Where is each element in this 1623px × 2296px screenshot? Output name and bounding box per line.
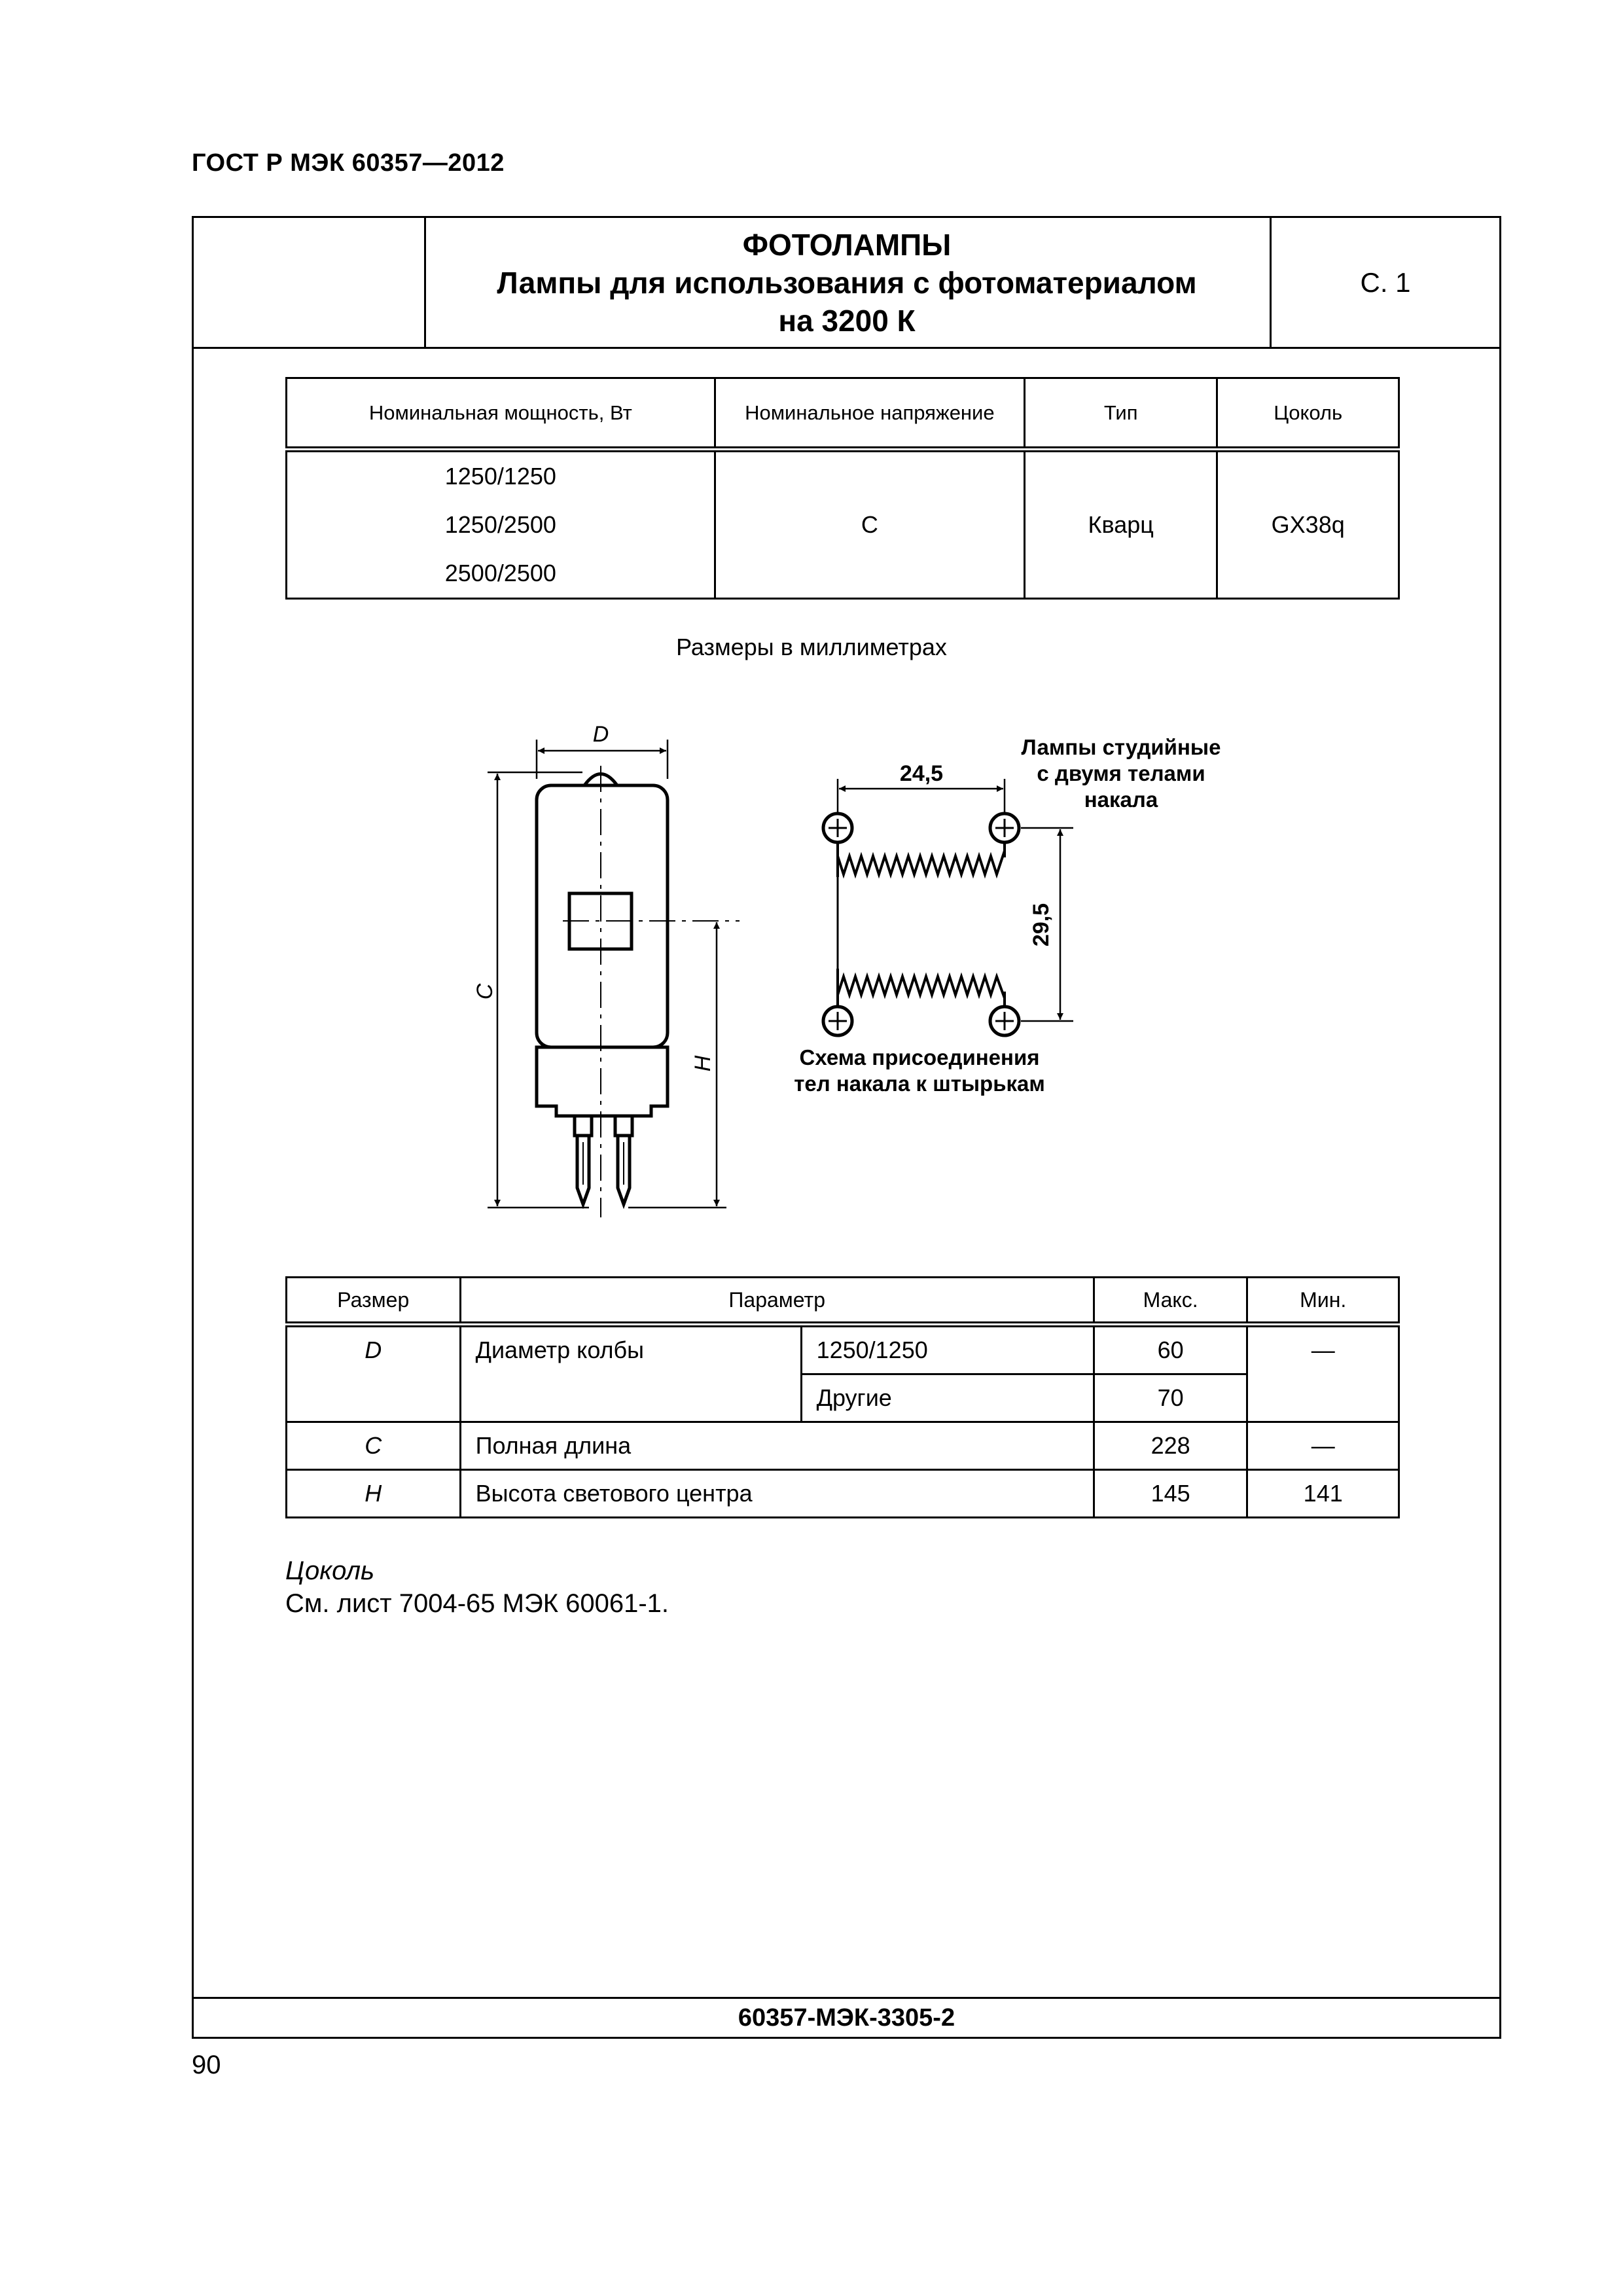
symbol-h: H [287, 1470, 461, 1518]
pin-circle [823, 1007, 852, 1035]
header-parameter: Параметр [460, 1278, 1094, 1325]
sub-param-other: Другие [801, 1374, 1094, 1422]
title-empty-cell [194, 218, 426, 347]
ratings-table [285, 377, 1400, 600]
table-row [287, 1325, 1399, 1374]
max-c: 228 [1094, 1422, 1247, 1470]
filament-lower [838, 969, 1005, 1007]
schema-dimension-lines [838, 779, 1073, 1021]
power-value: 2500/2500 [444, 560, 556, 586]
page-number: 90 [192, 2051, 221, 2079]
title-line-1: ФОТОЛАМПЫ [742, 227, 952, 262]
power-value: 1250/2500 [444, 511, 556, 538]
label-c: C [473, 983, 497, 1000]
param-light-center-height: Высота светового центра [460, 1470, 1094, 1518]
dimensions-note: Размеры в миллиметрах [676, 634, 947, 660]
header-power: Номинальная мощность, Вт [287, 378, 715, 450]
power-values-cell [287, 450, 715, 599]
dimensions-table [285, 1276, 1400, 1518]
symbol-d: D [287, 1325, 461, 1422]
param-bulb-diameter: Диаметр колбы [460, 1325, 801, 1422]
pin-spacing-label: 24,5 [899, 761, 944, 786]
sub-param-1250: 1250/1250 [801, 1325, 1094, 1374]
sheet-code: 60357-МЭК-3305-2 [194, 1997, 1499, 2037]
header-max: Макс. [1094, 1278, 1247, 1325]
standard-header: ГОСТ Р МЭК 60357—2012 [192, 149, 505, 177]
base-note-title: Цоколь [285, 1556, 375, 1585]
header-type: Тип [1024, 378, 1217, 450]
dimension-lines [488, 740, 726, 1208]
pin-circle [823, 814, 852, 842]
filament-spacing-label: 29,5 [1029, 903, 1054, 947]
min-h: 141 [1247, 1470, 1399, 1518]
base-note-text: См. лист 7004-65 МЭК 60061-1. [285, 1589, 669, 1618]
title-block [194, 218, 1499, 349]
symbol-c: C [287, 1422, 461, 1470]
filament-upper [838, 842, 1005, 877]
base-value: GX38q [1217, 450, 1399, 599]
title-text [424, 218, 1270, 347]
caption-schema-line-2: тел накала к штырькам [794, 1071, 1045, 1096]
wiring-schema [823, 814, 1019, 1035]
header-size: Размер [287, 1278, 461, 1325]
table-row [287, 1470, 1399, 1518]
caption-studio-line-2: с двумя телами [1037, 761, 1205, 785]
sheet-number: С. 1 [1270, 218, 1499, 347]
voltage-value: С [715, 450, 1024, 599]
max-d-2: 70 [1094, 1374, 1247, 1422]
table-row [287, 1422, 1399, 1470]
max-d-1: 60 [1094, 1325, 1247, 1374]
label-h: H [690, 1055, 715, 1072]
min-c: — [1247, 1422, 1399, 1470]
lamp-drawing [0, 707, 1623, 1257]
max-h: 145 [1094, 1470, 1247, 1518]
pin-circle [990, 814, 1019, 842]
title-line-3: на 3200 К [778, 303, 916, 338]
param-total-length: Полная длина [460, 1422, 1094, 1470]
caption-studio-line-1: Лампы студийные [1021, 735, 1221, 759]
header-voltage: Номинальное напряжение [715, 378, 1024, 450]
label-d: D [592, 722, 609, 747]
header-base: Цоколь [1217, 378, 1399, 450]
min-d: — [1247, 1325, 1399, 1422]
lamp-outline [537, 774, 668, 1205]
title-line-2: Лампы для использования с фотоматериалом [497, 265, 1197, 300]
type-value: Кварц [1024, 450, 1217, 599]
caption-studio-line-3: накала [1084, 787, 1158, 812]
caption-schema-line-1: Схема присоединения [799, 1045, 1040, 1069]
header-min: Мин. [1247, 1278, 1399, 1325]
pin-circle [990, 1007, 1019, 1035]
power-value: 1250/1250 [444, 463, 556, 490]
